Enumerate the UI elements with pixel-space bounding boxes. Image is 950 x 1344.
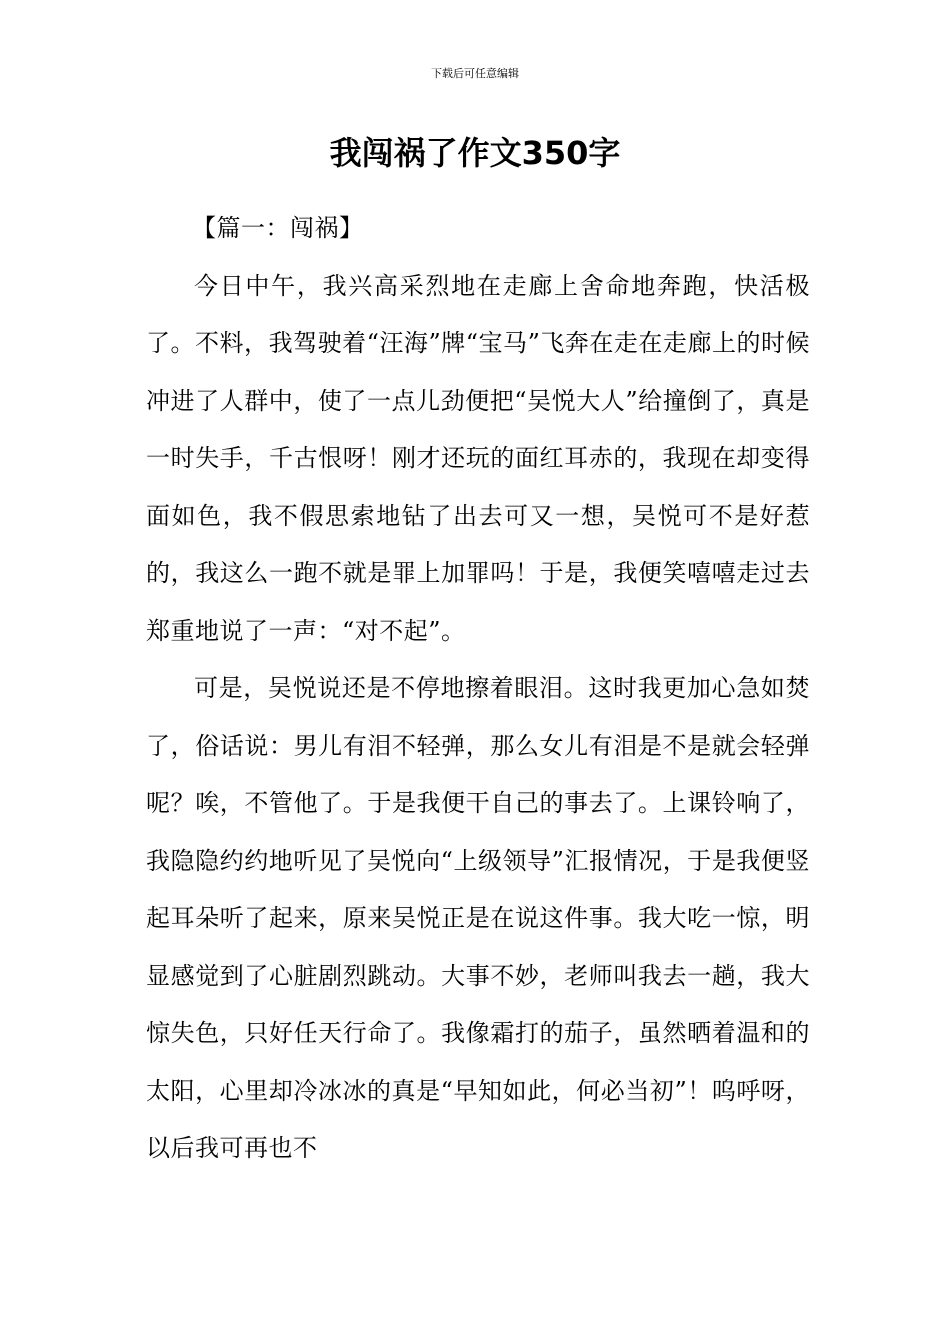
body-paragraph-1: 今日中午，我兴高采烈地在走廊上舍命地奔跑，快活极了。不料，我驾驶着“汪海”牌“宝马”飞奔在走在走廊上的时候冲进了人群中，使了一点儿劲便把“吴悦大人”给撞倒了，真是一时失手，千古恨呀！刚才还玩的面红耳赤的，我现在却变得面如色，我不假思索地钻了出去可又一想，吴悦可不是好惹的，我这么一跑不就是罪上加罪吗！于是，我便笑嘻嘻走过去郑重地说了一声：“对不起”。 xyxy=(146,271,810,645)
header-note: 下载后可任意编辑 xyxy=(431,67,519,80)
document-body xyxy=(146,200,810,1178)
section-heading: 【篇一：闯祸】 xyxy=(192,214,364,242)
body-paragraph-2: 可是，吴悦说还是不停地擦着眼泪。这时我更加心急如焚了，俗话说：男儿有泪不轻弹，那么女儿有泪是不是就会轻弹呢？唉，不管他了。于是我便干自己的事去了。上课铃响了，我隐隐约约地听见了吴悦向“上级领导”汇报情况，于是我便竖起耳朵听了起来，原来吴悦正是在说这件事。我大吃一惊，明显感觉到了心脏剧烈跳动。大事不妙，老师叫我去一趟，我大惊失色，只好任天行命了。我像霜打的茄子，虽然晒着温和的太阳，心里却冷冰冰的真是“早知如此，何必当初”！呜呼呀，以后我可再也不 xyxy=(146,674,810,1162)
document-title: 我闯祸了作文350字 xyxy=(329,134,621,172)
